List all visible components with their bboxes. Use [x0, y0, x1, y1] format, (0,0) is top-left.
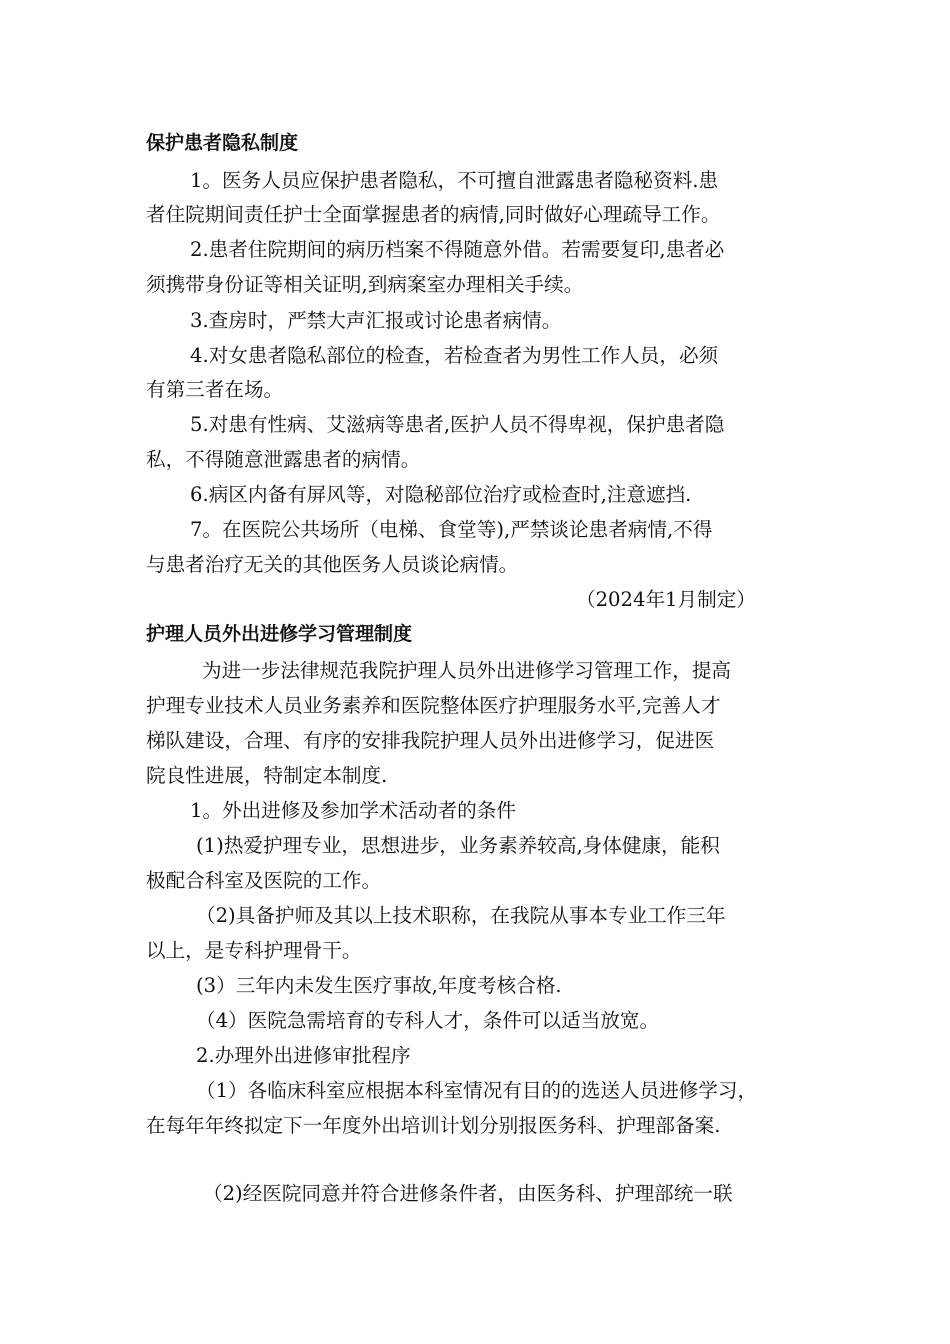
section1-line: 5.对患有性病、艾滋病等患者,医护人员不得卑视，保护患者隐	[190, 413, 725, 436]
section2-line: 为进一步法律规范我院护理人员外出进修学习管理工作，提高	[202, 659, 732, 682]
date-note: （2024年1月制定）	[576, 588, 756, 611]
section2-line: 2.办理外出进修审批程序	[196, 1044, 411, 1067]
section1-line: 与患者治疗无关的其他医务人员谈论病情。	[146, 553, 519, 576]
section2-line: (1)热爱护理专业，思想进步，业务素养较高,身体健康，能积	[196, 834, 720, 857]
section1-line: 者住院期间责任护士全面掌握患者的病情,同时做好心理疏导工作。	[146, 203, 721, 226]
section1-line: 私，不得随意泄露患者的病情。	[146, 448, 421, 471]
section2-line: 1。外出进修及参加学术活动者的条件	[190, 799, 516, 822]
section2-line: 在每年年终拟定下一年度外出培训计划分别报医务科、护理部备案.	[146, 1114, 721, 1137]
section2-line: (3）三年内未发生医疗事故,年度考核合格.	[196, 974, 562, 997]
section1-line: 6.病区内备有屏风等，对隐秘部位治疗或检查时,注意遮挡.	[190, 483, 692, 506]
section2-line: 梯队建设，合理、有序的安排我院护理人员外出进修学习，促进医	[146, 729, 715, 752]
section2-line: （4）医院急需培育的专科人才，条件可以适当放宽。	[196, 1009, 660, 1032]
section1-line: 3.查房时，严禁大声汇报或讨论患者病情。	[190, 309, 562, 332]
section1-line: 4.对女患者隐私部位的检查，若检查者为男性工作人员，必须	[190, 344, 719, 367]
section2-line: 以上，是专科护理骨干。	[146, 939, 362, 962]
section1-line: 2.患者住院期间的病历档案不得随意外借。若需要复印,患者必	[190, 238, 725, 261]
section2-title: 护理人员外出进修学习管理制度	[146, 623, 413, 645]
section2-line: 院良性进展，特制定本制度.	[146, 764, 388, 787]
section2-line: 护理专业技术人员业务素养和医院整体医疗护理服务水平,完善人才	[146, 694, 721, 717]
section1-line: 7。在医院公共场所（电梯、食堂等),严禁谈论患者病情,不得	[190, 518, 713, 541]
section1-line: 须携带身份证等相关证明,到病案室办理相关手续。	[146, 273, 584, 296]
section2-line: 极配合科室及医院的工作。	[146, 869, 382, 892]
section1-title: 保护患者隐私制度	[146, 132, 299, 154]
section1-line: 1。医务人员应保护患者隐私，不可擅自泄露患者隐秘资料.患	[190, 169, 719, 192]
section1-line: 有第三者在场。	[146, 378, 284, 401]
section2-line: （1）各临床科室应根据本科室情况有目的的选送人员进修学习，	[196, 1079, 758, 1102]
section2-line: （2)具备护师及其以上技术职称，在我院从事本专业工作三年	[196, 904, 726, 927]
section2-line: （2)经医院同意并符合进修条件者，由医务科、护理部统一联	[203, 1182, 733, 1205]
